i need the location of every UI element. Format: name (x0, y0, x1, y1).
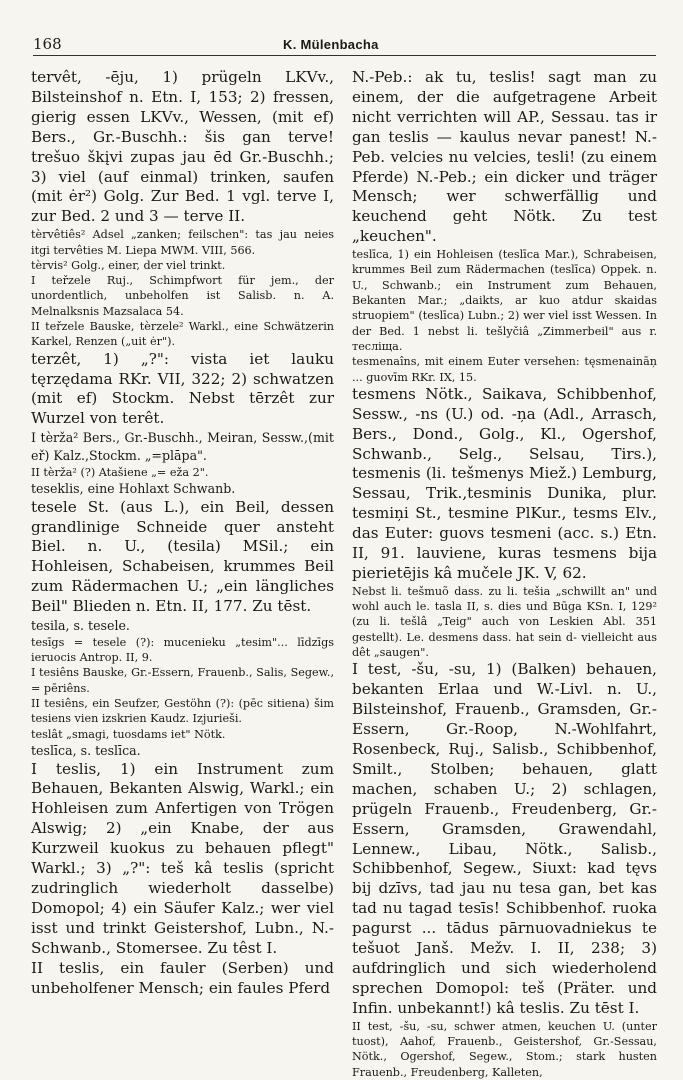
dictionary-entry: tesila, s. tesele. (31, 618, 130, 634)
dictionary-entry: tesele St. (aus L.), ein Beil, dessen grandlinige Schneide quer ansteht Biel. n. U., (tesila) MSil.; ein Hohleisen, Schabeisen, krummes Beil zum Rädermachen U.; „ein längliches Beil" Blieden n. Etn. II, 177. Zu tēst. (31, 497, 334, 616)
left-column (31, 68, 334, 998)
page-number: 168 (33, 35, 62, 53)
dictionary-entry: teslīca, s. teslīca. (31, 742, 141, 758)
dictionary-entry: N.-Peb.: ak tu, teslis! sagt man zu einem, der die aufgetragene Arbeit nicht verrichten will AP., Sessau. tas ir gan teslis — kaulus nevar panest! N.-Peb. velcies nu velcies, tesli! (zu einem Pferde) N.-Peb.; ein dicker und träger Mensch; wer schwerfällig und keuchend geht Nötk. Zu test „keuchen". (352, 68, 657, 246)
dictionary-entry: tervêt, -ēju, 1) prügeln LKVv., Bilsteinshof n. Etn. I, 153; 2) fressen, gierig essen LKVv., Wessen, (mit ef) Bers., Gr.-Buschh.: šis gan terve! trešuo škįvi zupas jau ēd Gr.-Buschh.; 3) viel (auf einmal) trinken, saufen (mit ėr²) Golg. Zur Bed. 1 vgl. terve I, zur Bed. 2 und 3 — terve II. (31, 68, 334, 226)
dictionary-entry: teslât „smagi, tuosdams iet" Nötk. (31, 727, 226, 741)
dictionary-entry: tesmens Nötk., Saikava, Schibbenhof, Sessw., -ns (U.) od. -ņa (Adl., Arrasch, Bers., Dond., Golg., Kl., Ogershof, Schwanb., Selg., Selsau, Tirs.), tesmenis (li. tešmenys Miež.) Lemburg, Sessau, Trik.,tesminis Dunika, plur. tesmiņi St., tesmine PlKur., tesms Elv., das Euter: guovs tesmeni (acc. s.) Etn. II, 91. lauviene, kuras tesmens bija pierietējis kâ mučele JK. V, 62. (352, 384, 657, 582)
dictionary-entry: I tèrža² Bers., Gr.-Buschh., Meiran, Sessw.,(mit eř) Kalz.,Stockm. „=plāpa". (31, 430, 334, 463)
page-header (33, 29, 656, 56)
dictionary-entry: Nebst li. tešmuõ dass. zu li. tešia „schwillt an" und wohl auch le. tasla II, s. dies und Būga KSn. I, 129² (zu li. tešlâ „Teig" auch von Leskien Abl. 351 gestellt). Le. desmens dass. hat sein d- vielleicht aus dêt „saugen". (352, 584, 657, 660)
dictionary-entry: I tesiêns Bauske, Gr.-Essern, Frauenb., Salis, Segew., = pēriêns. (31, 666, 334, 695)
dictionary-entry: I teřzele Ruj., Schimpfwort für jem., der unordentlich, unbeholfen ist Salisb. n. A. Melnalksnis Mazsalaca 54. (31, 274, 334, 318)
dictionary-entry: tèrvêtiês² Adsel „zanken; feilschen": tas jau neies itgi tervêties M. Liepa MWM. VIII, 566. (31, 228, 334, 257)
dictionary-entry: tèrvis² Golg., einer, der viel trinkt. (31, 258, 226, 272)
dictionary-entry: I teslis, 1) ein Instrument zum Behauen, Bekanten Alswig, Warkl.; ein Hohleisen zum Anfertigen von Trögen Alswig; 2) „ein Knabe, der aus Kurzweil kuokus zu behauen pflegt" Warkl.; 3) „?": teš kâ teslis (spricht zudringlich wiederholt dasselbe) Domopol; 4) ein Säufer Kalz.; wer viel isst und trinkt Geistershof, Lubn., N.-Schwanb., Stomersee. Zu têst I. (31, 759, 334, 957)
dictionary-entry: I test, -šu, -su, 1) (Balken) behauen, bekanten Erlaa und W.-Livl. n. U., Bilsteinshof, Frauenb., Gramsden, Gr.-Essern, Gr.-Roop, N.-Wohlfahrt, Rosenbeck, Ruj., Salisb., Schibbenhof, Smilt., Stolben; behauen, glatt machen, schaben U.; 2) schlagen, prügeln Frauenb., Freudenberg, Gr.-Essern, Gramsden, Grawendahl, Lennew., Libau, Nötk., Salisb., Schibbenhof, Segew., Siuxt: kad tęvs bij dzīvs, tad jau nu tesa gan, bet kas tad nu tagad tesīs! Schibbenhof. ruoka pagurst ... tādus pārnuovadniekus te tešuot Janš. Mežv. I. II, 238; 3) aufdringlich und sich wiederholend sprechen Domopol: teš (Präter. und Infin. unbekannt!) kâ teslis. Zu tēst I. (352, 660, 657, 1017)
dictionary-entry: II teslis, ein fauler (Serben) und unbeholfener Mensch; ein faules Pferd (31, 958, 334, 997)
dictionary-entry: II test, -šu, -su, schwer atmen, keuchen U. (unter tuost), Aahof, Frauenb., Geistershof, Gr.-Sessau, Nötk., Ogershof, Segew., Stom.; stark husten Frauenb., Freudenberg, Kalleten, (352, 1019, 657, 1079)
dictionary-entry: II tèrža² (?) Atašiene „= eža 2". (31, 465, 209, 479)
dictionary-entry: II tesiêns, ein Seufzer, Gestöhn (?): (pēc sitiena) šim tesiens vien izskrien Kaudz. Izjurieši. (31, 696, 334, 726)
dictionary-entry: tesīgs = tesele (?): mucenieku „tesim"... līdzīgs ieruocis Antrop. II, 9. (31, 635, 334, 665)
dictionary-entry: tesmenaîns, mit einem Euter versehen: tęsmenaināņ ... guovīm RKr. IX, 15. (352, 355, 657, 384)
dictionary-entry: teseklis, eine Hohlaxt Schwanb. (31, 480, 236, 496)
running-head: K. Mülenbacha (283, 37, 379, 52)
dictionary-entry: terzêt, 1) „?": vista iet lauku tęrzędama RKr. VII, 322; 2) schwatzen (mit ef) Stockm. Nebst tērzêt zur Wurzel von terêt. (31, 349, 334, 428)
dictionary-entry: teslīca, 1) ein Hohleisen (teslīca Mar.), Schrabeisen, krummes Beil zum Rädermachen (teslīca) Oppek. n. U., Schwanb.; ein Instrument zum Behauen, Bekanten Mar.; „daikts, ar kuo atdur skaidas struopiem" (teslīca) Lubn.; 2) wer viel isst Wessen. In der Bed. 1 nebst li. tešlyčiâ „Zimmerbeil" aus r. тесліща. (352, 248, 657, 353)
dictionary-entry: II teřzele Bauske, tèrzele² Warkl., eine Schwätzerin Karkel, Renzen („uit ėr"). (31, 320, 334, 349)
right-column (352, 68, 657, 1080)
